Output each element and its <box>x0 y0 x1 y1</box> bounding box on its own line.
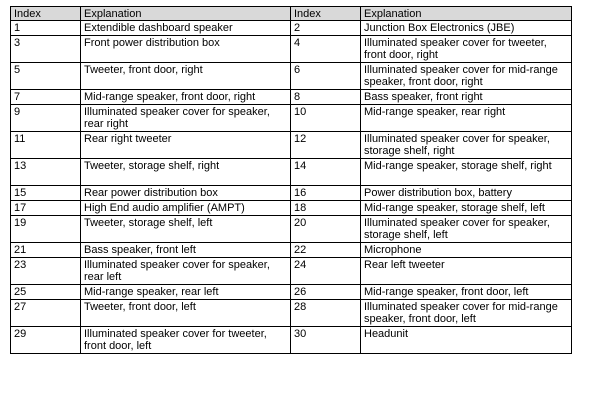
right-explanation-cell: Junction Box Electronics (JBE) <box>361 21 572 36</box>
left-explanation-cell: High End audio amplifier (AMPT) <box>81 201 291 216</box>
right-index-cell: 18 <box>291 201 361 216</box>
right-index-cell: 30 <box>291 327 361 354</box>
right-index-cell: 20 <box>291 216 361 243</box>
table-row <box>11 159 572 186</box>
left-explanation-cell: Tweeter, front door, left <box>81 300 291 327</box>
left-explanation-cell: Tweeter, storage shelf, right <box>81 159 291 186</box>
left-explanation-cell: Mid-range speaker, front door, right <box>81 90 291 105</box>
table-row <box>11 21 572 36</box>
right-explanation-cell: Illuminated speaker cover for speaker, storage shelf, right <box>361 132 572 159</box>
table-row <box>11 243 572 258</box>
right-index-cell: 2 <box>291 21 361 36</box>
right-index-cell: 26 <box>291 285 361 300</box>
table-row <box>11 285 572 300</box>
table-row <box>11 216 572 243</box>
left-explanation-cell: Extendible dashboard speaker <box>81 21 291 36</box>
right-explanation-cell: Mid-range speaker, rear right <box>361 105 572 132</box>
table-row <box>11 105 572 132</box>
left-index-cell: 5 <box>11 63 81 90</box>
right-index-cell: 24 <box>291 258 361 285</box>
left-index-cell: 15 <box>11 186 81 201</box>
right-explanation-cell: Mid-range speaker, storage shelf, left <box>361 201 572 216</box>
right-explanation-cell: Mid-range speaker, storage shelf, right <box>361 159 572 186</box>
header-explanation: Explanation <box>81 7 291 21</box>
left-explanation-cell: Tweeter, storage shelf, left <box>81 216 291 243</box>
right-index-cell: 8 <box>291 90 361 105</box>
table-header-row <box>11 7 572 21</box>
left-index-cell: 23 <box>11 258 81 285</box>
header-index: Index <box>11 7 81 21</box>
left-index-cell: 27 <box>11 300 81 327</box>
right-index-cell: 14 <box>291 159 361 186</box>
table-row <box>11 258 572 285</box>
table-row <box>11 300 572 327</box>
left-explanation-cell: Illuminated speaker cover for speaker, rear left <box>81 258 291 285</box>
right-explanation-cell: Power distribution box, battery <box>361 186 572 201</box>
table-row <box>11 36 572 63</box>
header-index-right: Index <box>291 7 361 21</box>
right-index-cell: 10 <box>291 105 361 132</box>
left-explanation-cell: Illuminated speaker cover for tweeter, front door, left <box>81 327 291 354</box>
left-index-cell: 29 <box>11 327 81 354</box>
right-index-cell: 12 <box>291 132 361 159</box>
table-row <box>11 63 572 90</box>
component-legend-table <box>10 6 572 354</box>
table-row <box>11 132 572 159</box>
table-row <box>11 327 572 354</box>
table-row <box>11 90 572 105</box>
right-index-cell: 16 <box>291 186 361 201</box>
right-explanation-cell: Headunit <box>361 327 572 354</box>
right-index-cell: 22 <box>291 243 361 258</box>
left-explanation-cell: Tweeter, front door, right <box>81 63 291 90</box>
left-explanation-cell: Illuminated speaker cover for speaker, rear right <box>81 105 291 132</box>
right-explanation-cell: Illuminated speaker cover for speaker, storage shelf, left <box>361 216 572 243</box>
left-explanation-cell: Rear power distribution box <box>81 186 291 201</box>
right-index-cell: 4 <box>291 36 361 63</box>
left-explanation-cell: Front power distribution box <box>81 36 291 63</box>
left-index-cell: 19 <box>11 216 81 243</box>
left-index-cell: 21 <box>11 243 81 258</box>
left-index-cell: 1 <box>11 21 81 36</box>
left-index-cell: 25 <box>11 285 81 300</box>
right-explanation-cell: Mid-range speaker, front door, left <box>361 285 572 300</box>
left-index-cell: 17 <box>11 201 81 216</box>
header-explanation-right: Explanation <box>361 7 572 21</box>
left-index-cell: 13 <box>11 159 81 186</box>
left-index-cell: 9 <box>11 105 81 132</box>
right-explanation-cell: Illuminated speaker cover for tweeter, front door, right <box>361 36 572 63</box>
right-explanation-cell: Rear left tweeter <box>361 258 572 285</box>
table-row <box>11 186 572 201</box>
right-explanation-cell: Microphone <box>361 243 572 258</box>
right-explanation-cell: Illuminated speaker cover for mid-range speaker, front door, right <box>361 63 572 90</box>
left-index-cell: 3 <box>11 36 81 63</box>
left-index-cell: 11 <box>11 132 81 159</box>
left-explanation-cell: Rear right tweeter <box>81 132 291 159</box>
right-explanation-cell: Illuminated speaker cover for mid-range speaker, front door, left <box>361 300 572 327</box>
table-row <box>11 201 572 216</box>
left-explanation-cell: Bass speaker, front left <box>81 243 291 258</box>
right-explanation-cell: Bass speaker, front right <box>361 90 572 105</box>
left-index-cell: 7 <box>11 90 81 105</box>
left-explanation-cell: Mid-range speaker, rear left <box>81 285 291 300</box>
right-index-cell: 6 <box>291 63 361 90</box>
right-index-cell: 28 <box>291 300 361 327</box>
